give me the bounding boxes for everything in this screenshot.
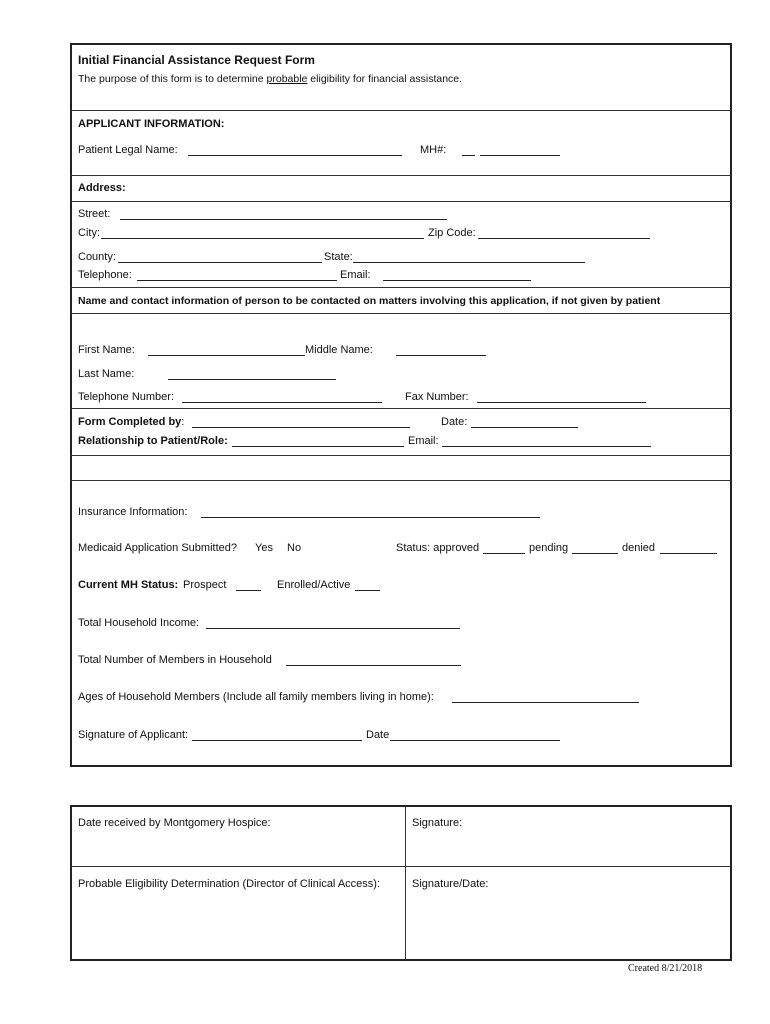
telephone-field[interactable] [137, 280, 337, 281]
address-heading: Address: [78, 182, 126, 194]
last-name-field[interactable] [168, 379, 336, 380]
divider [71, 175, 731, 176]
zip-field[interactable] [478, 238, 650, 239]
divider [71, 201, 731, 202]
divider [71, 866, 731, 867]
status-approved-field[interactable] [483, 553, 525, 554]
medicaid-label: Medicaid Application Submitted? [78, 542, 237, 554]
first-name-field[interactable] [148, 355, 305, 356]
purpose-text: The purpose of this form is to determine [78, 73, 267, 85]
household-income-field[interactable] [206, 628, 460, 629]
applicant-signature-field[interactable] [192, 740, 362, 741]
patient-name-label: Patient Legal Name: [78, 144, 178, 156]
applicant-heading: APPLICANT INFORMATION: [78, 118, 225, 130]
signature-date-label: Signature/Date: [412, 878, 489, 890]
contact-email-field[interactable] [442, 446, 651, 447]
city-field[interactable] [101, 238, 424, 239]
status-approved-label: Status: approved [396, 542, 480, 554]
completed-by-colon: : [181, 416, 185, 428]
middle-name-label: Middle Name: [305, 344, 373, 356]
status-denied-field[interactable] [660, 553, 717, 554]
divider [71, 455, 731, 456]
mh-status-enrolled: Enrolled/Active [277, 579, 351, 591]
insurance-field[interactable] [201, 517, 540, 518]
purpose-emphasis: probable [266, 73, 308, 85]
divider [71, 480, 731, 481]
fax-label: Fax Number: [405, 391, 469, 403]
household-ages-label: Ages of Household Members (Include all family members living in home): [78, 691, 434, 703]
form-purpose [78, 73, 462, 86]
contact-telephone-label: Telephone Number: [78, 391, 175, 403]
completed-by-field[interactable] [192, 427, 410, 428]
insurance-label: Insurance Information: [78, 506, 188, 518]
contact-heading: Name and contact information of person to be contacted on matters involving this application, if not given by patient [78, 295, 661, 307]
status-denied-label: denied [622, 542, 656, 554]
form-title: Initial Financial Assistance Request Form [78, 53, 315, 67]
status-pending-label: pending [529, 542, 569, 554]
last-name-label: Last Name: [78, 368, 135, 380]
mh-number-label: MH#: [420, 144, 447, 156]
street-field[interactable] [120, 219, 447, 220]
first-name-label: First Name: [78, 344, 135, 356]
email-label: Email: [340, 269, 371, 281]
divider [71, 287, 731, 288]
date-received-label: Date received by Montgomery Hospice: [78, 817, 271, 829]
street-label: Street: [78, 208, 111, 220]
household-income-label: Total Household Income: [78, 617, 200, 629]
divider [71, 110, 731, 111]
household-ages-field[interactable] [452, 702, 639, 703]
divider [405, 806, 406, 960]
household-members-field[interactable] [286, 665, 461, 666]
county-label: County: [78, 251, 116, 263]
divider [71, 313, 731, 314]
relationship-label: Relationship to Patient/Role: [78, 435, 228, 447]
zip-label: Zip Code: [428, 227, 476, 239]
contact-telephone-field[interactable] [182, 402, 382, 403]
state-label: State: [324, 251, 353, 263]
completed-by-text: Form Completed by [78, 416, 182, 428]
mh-status-label: Current MH Status: [78, 579, 179, 591]
state-field[interactable] [353, 262, 585, 263]
status-pending-field[interactable] [572, 553, 618, 554]
medicaid-yes[interactable]: Yes [255, 542, 273, 554]
email-field[interactable] [383, 280, 531, 281]
mh-status-prospect: Prospect [183, 579, 227, 591]
completed-by-label [78, 416, 184, 429]
telephone-label: Telephone: [78, 269, 132, 281]
city-label: City: [78, 227, 100, 239]
middle-name-field[interactable] [396, 355, 486, 356]
office-signature-label: Signature: [412, 817, 463, 829]
applicant-date-field[interactable] [390, 740, 560, 741]
county-field[interactable] [118, 262, 322, 263]
mh-number-field-a[interactable] [462, 155, 475, 156]
applicant-signature-label: Signature of Applicant: [78, 729, 189, 741]
fax-field[interactable] [477, 402, 646, 403]
applicant-date-label: Date [366, 729, 390, 741]
eligibility-label: Probable Eligibility Determination (Director of Clinical Access): [78, 878, 381, 890]
contact-email-label: Email: [408, 435, 439, 447]
mh-number-field-b[interactable] [480, 155, 560, 156]
purpose-text-end: eligibility for financial assistance. [307, 73, 463, 85]
relationship-field[interactable] [232, 446, 404, 447]
patient-name-field[interactable] [188, 155, 402, 156]
completed-date-field[interactable] [471, 427, 578, 428]
divider [71, 408, 731, 409]
prospect-field[interactable] [236, 590, 261, 591]
created-date: Created 8/21/2018 [628, 963, 703, 974]
completed-date-label: Date: [441, 416, 468, 428]
medicaid-no[interactable]: No [287, 542, 302, 554]
household-members-label: Total Number of Members in Household [78, 654, 272, 666]
enrolled-field[interactable] [355, 590, 380, 591]
